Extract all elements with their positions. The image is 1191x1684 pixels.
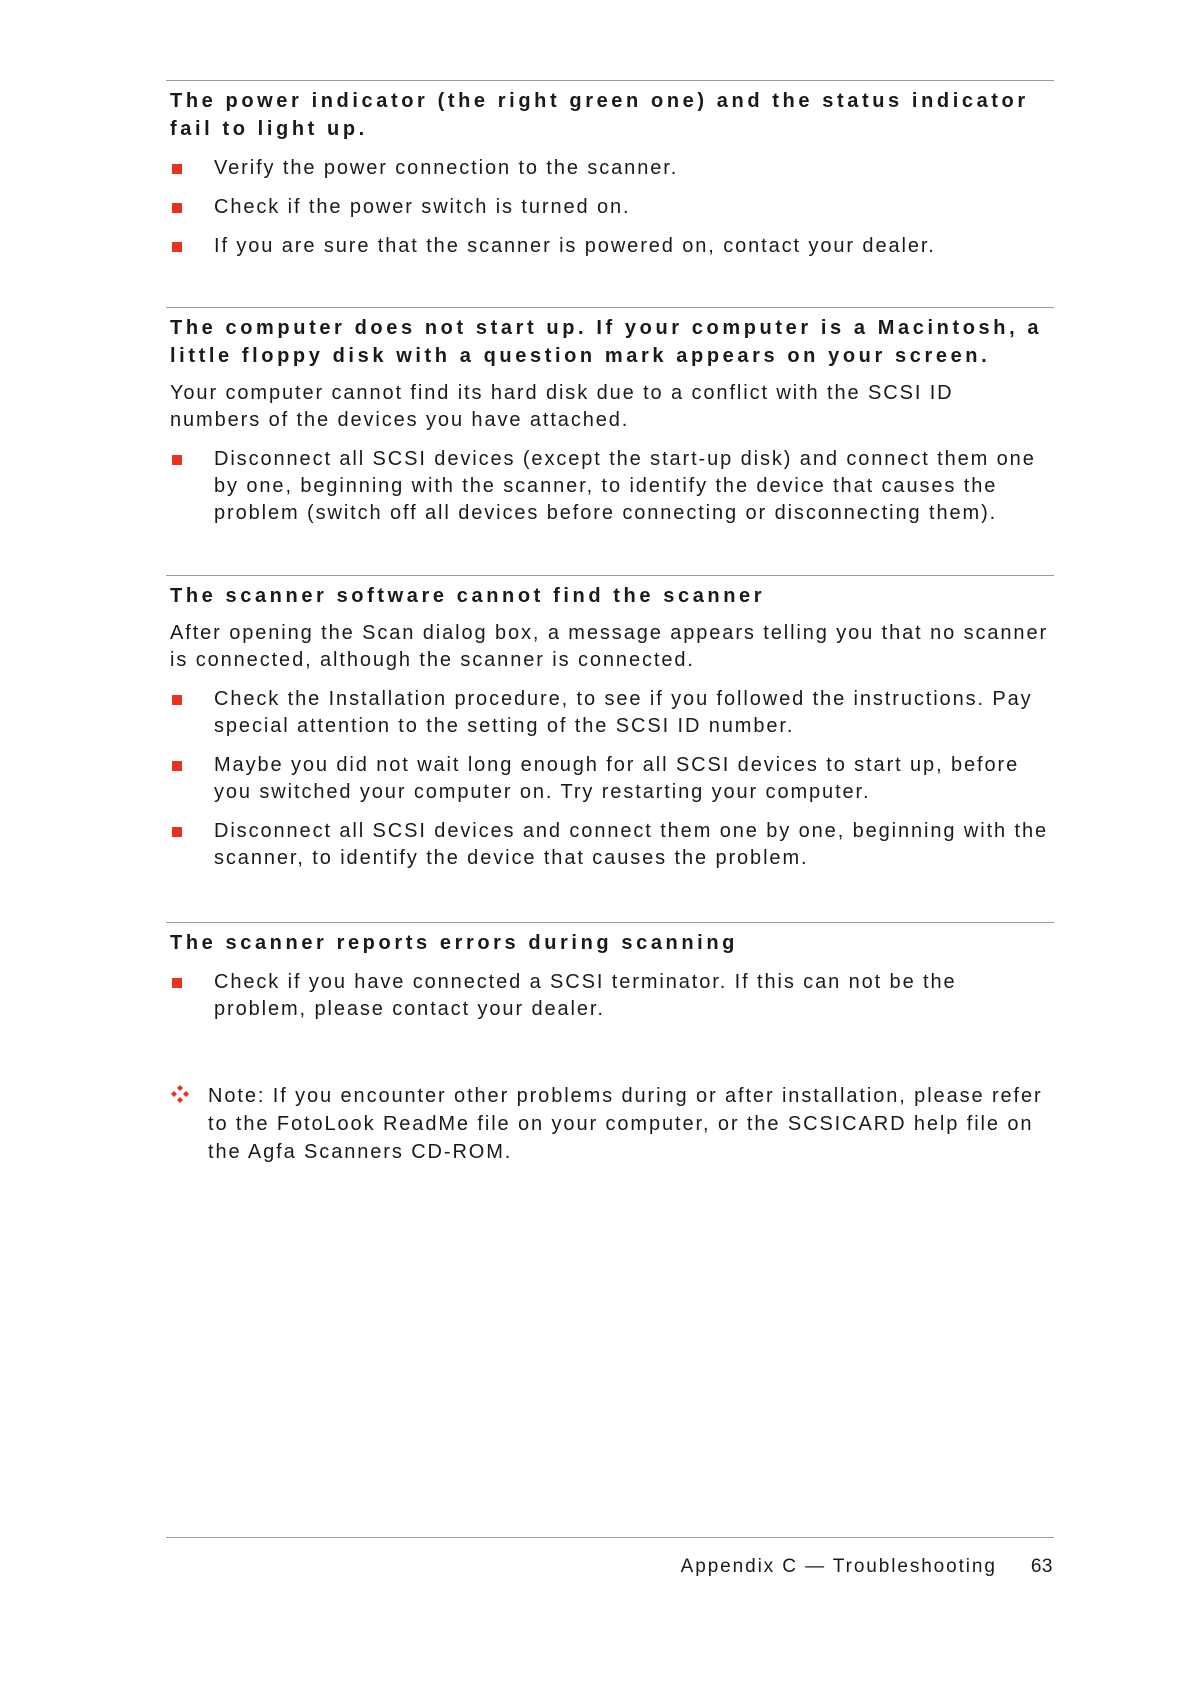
list-item [166, 686, 1054, 740]
bullet-square-icon [172, 695, 182, 705]
section-software-cannot-find [166, 575, 1054, 872]
list-item-text: Disconnect all SCSI devices (except the start-up disk) and connect them one by one, beginning with the scanner, to identify the device that causes the problem (switch off all devices before connecting or disconnecting them). [214, 448, 1036, 524]
list-item [166, 233, 1054, 260]
note-block [166, 1082, 1056, 1166]
section-heading: The scanner software cannot find the scanner [170, 585, 766, 607]
bullet-square-icon [172, 978, 182, 988]
section-divider [166, 307, 1054, 308]
list-item-text: Maybe you did not wait long enough for all SCSI devices to start up, before you switched your computer on. Try restarting your computer. [214, 754, 1020, 803]
footer-label: Appendix C — Troubleshooting [680, 1556, 997, 1577]
footer-divider [166, 1537, 1054, 1538]
bullet-square-icon [172, 203, 182, 213]
section-divider [166, 80, 1054, 81]
section-divider [166, 922, 1054, 923]
section-heading: The computer does not start up. If your computer is a Macintosh, a little floppy disk with a question mark appears on your screen. [170, 317, 1043, 367]
diamond-note-icon [170, 1084, 190, 1104]
section-power-indicator [166, 80, 1054, 260]
list-item-text: Verify the power connection to the scanner. [214, 157, 679, 179]
section-intro: Your computer cannot find its hard disk due to a conflict with the SCSI ID numbers of the devices you have attached. [170, 382, 954, 431]
section-intro: After opening the Scan dialog box, a message appears telling you that no scanner is connected, although the scanner is connected. [170, 622, 1049, 671]
section-computer-start [166, 307, 1054, 527]
bullet-square-icon [172, 164, 182, 174]
list-item [166, 818, 1054, 872]
section-heading: The power indicator (the right green one) and the status indicator fail to light up. [170, 90, 1029, 140]
list-item [166, 194, 1054, 221]
page-footer [681, 1556, 1053, 1578]
note-text: Note: If you encounter other problems during or after installation, please refer to the FotoLook ReadMe file on your computer, or the SCSICARD help file on the Agfa Scanners CD-ROM. [208, 1085, 1043, 1163]
list-item [166, 752, 1054, 806]
list-item [166, 446, 1054, 527]
section-heading: The scanner reports errors during scanning [170, 932, 738, 954]
list-item-text: Disconnect all SCSI devices and connect them one by one, beginning with the scanner, to identify the device that causes the problem. [214, 820, 1049, 869]
bullet-square-icon [172, 455, 182, 465]
list-item [166, 969, 1054, 1023]
list-item [166, 155, 1054, 182]
section-errors-during-scanning [166, 922, 1054, 1023]
bullet-square-icon [172, 242, 182, 252]
list-item-text: Check if the power switch is turned on. [214, 196, 631, 218]
list-item-text: If you are sure that the scanner is powered on, contact your dealer. [214, 235, 936, 257]
bullet-square-icon [172, 761, 182, 771]
page-number: 63 [1030, 1556, 1053, 1577]
list-item-text: Check the Installation procedure, to see if you followed the instructions. Pay special attention to the setting of the SCSI ID number. [214, 688, 1033, 737]
section-divider [166, 575, 1054, 576]
bullet-square-icon [172, 827, 182, 837]
list-item-text: Check if you have connected a SCSI terminator. If this can not be the problem, please contact your dealer. [214, 971, 957, 1020]
